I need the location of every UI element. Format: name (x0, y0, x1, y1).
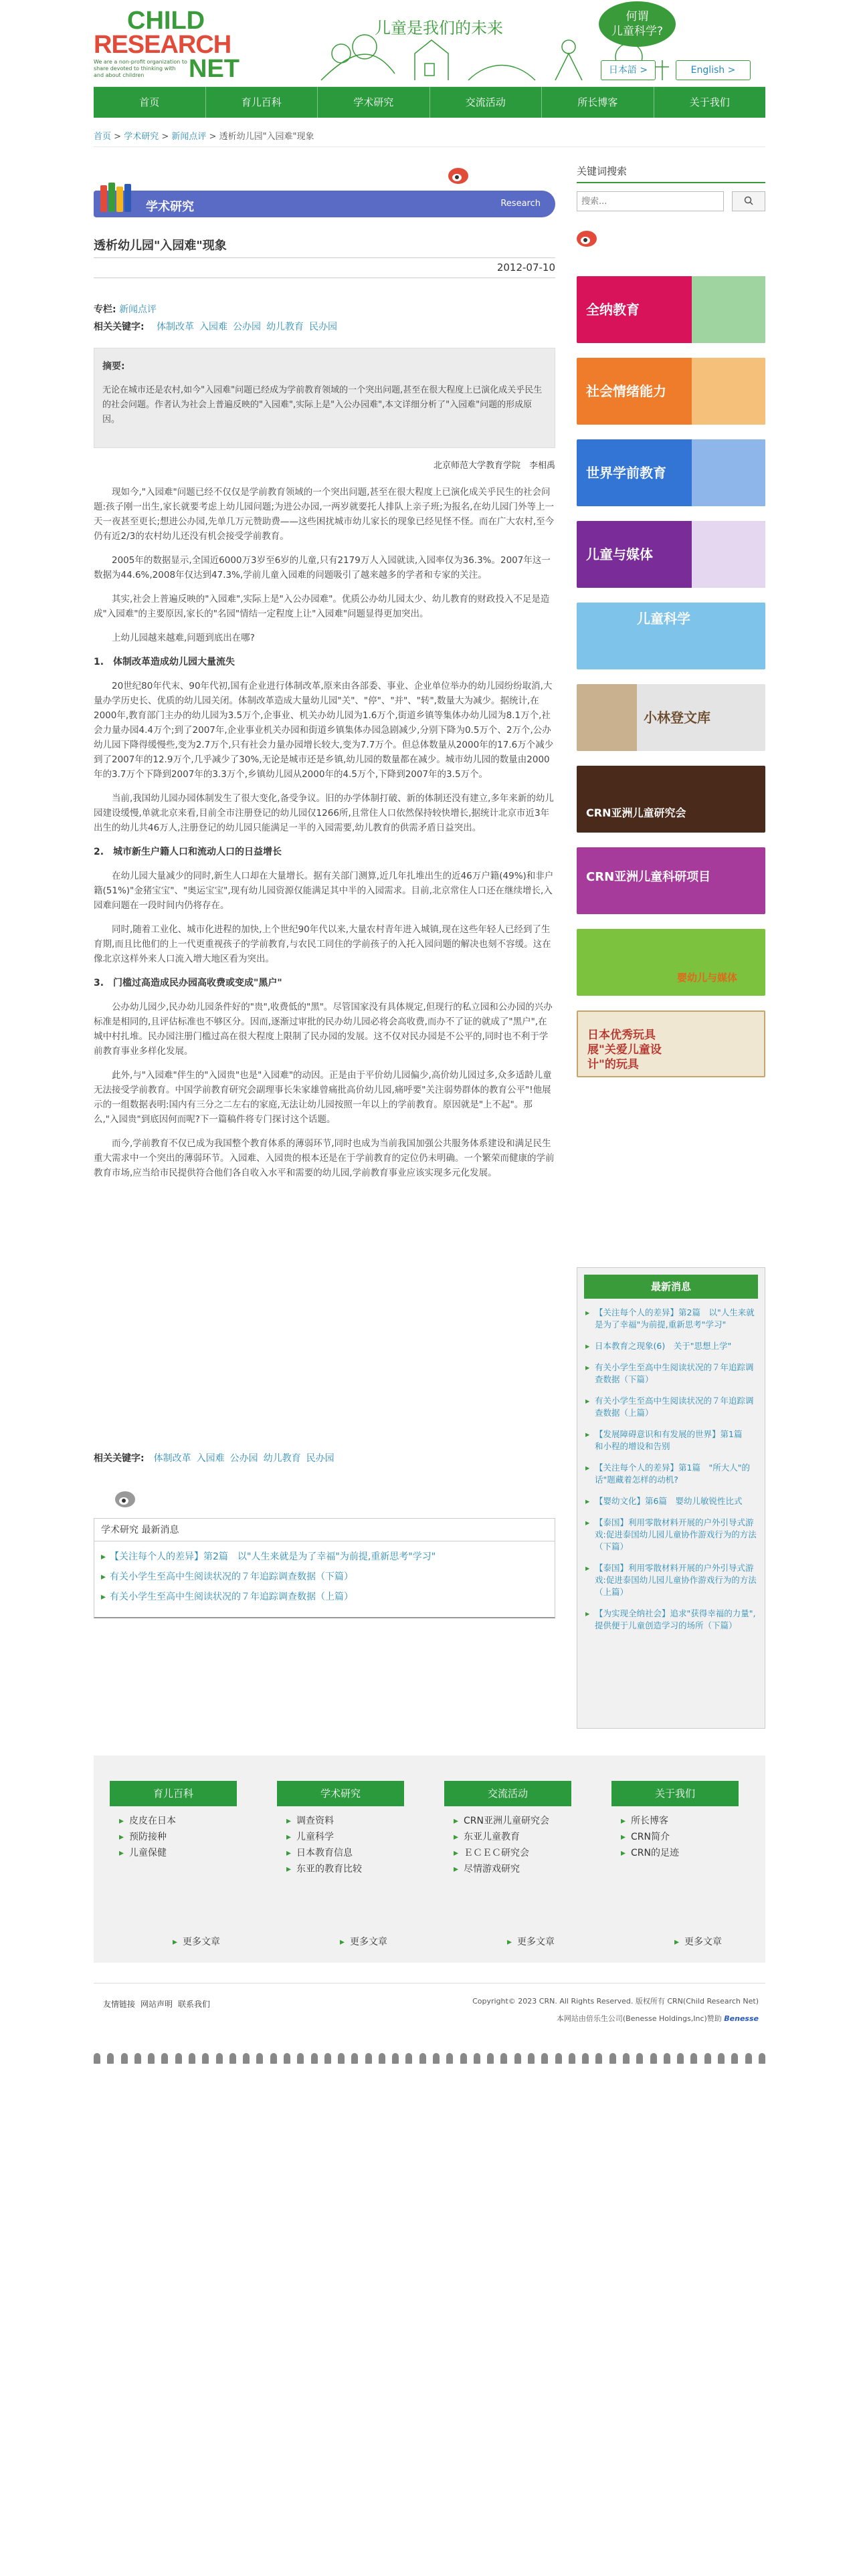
tag-link[interactable]: 幼儿教育 (263, 1453, 301, 1464)
portrait-icon (577, 684, 637, 751)
subheading: 1. 体制改革造成幼儿园大量流失 (94, 657, 235, 667)
footer-link[interactable]: ▸ CRN亚洲儿童研究会 (454, 1813, 571, 1829)
what-is-child-science-bubble[interactable] (599, 1, 676, 47)
paragraph: 公办幼儿园少,民办幼儿园条件好的"贵",收费低的"黑"。尽管国家没有具体规定,但现行的私立园和公办园的兴办标准是相同的,且评估标准也不够区分。因而,逐渐过审批的民办幼儿园必将会高收费,而办不了证的就成了"黑户",在城中村扎堆。民办园注册门槛过高在很大程度上限制了民办园的发展。这不仅对民办园是不公平的,同时也不利于学前教育事业多样化发展。 (94, 1002, 553, 1057)
banner-crn-asia-project[interactable] (577, 847, 765, 914)
tag-link[interactable]: 体制改革 (157, 322, 195, 332)
banner-label: 婴幼儿与媒体 (677, 972, 738, 984)
bubble-line2: 儿童科学? (611, 25, 664, 38)
news-link[interactable]: ▸ 有关小学生至高中生阅读状况的７年追踪调查数据（上篇） (585, 1395, 757, 1419)
footer-link[interactable]: ▸ 预防接种 (119, 1829, 237, 1845)
banner-label: 儿童科学 (637, 611, 690, 627)
footer-link[interactable]: ▸ 日本教育信息 (286, 1845, 404, 1861)
column-label: 专栏: (94, 304, 116, 315)
logo-net: NET (189, 55, 240, 83)
logo-child: CHILD (127, 7, 205, 35)
paragraph: 同时,随着工业化、城市化进程的加快,上个世纪90年代以来,大量农村青年进入城镇,现在这些年轻人已经到了生育期,而且比他们的上一代更重视孩子的学前教育,与农民工同住的学前孩子的入托入园问题的解决也刻不容缓。这在像北京这样外来人口流入增大地区看为突出。 (94, 924, 551, 964)
article-body (94, 485, 555, 1190)
breadcrumb-sub[interactable]: 新闻点评 (171, 132, 207, 142)
logo-tagline: We are a non-profit organization to share devoted to thinking with and about children (94, 59, 187, 78)
tag-link[interactable]: 公办园 (229, 1453, 258, 1464)
breadcrumb-home[interactable]: 首页 (94, 132, 112, 142)
paragraph: 此外,与"入园难"伴生的"入园贵"也是"入园难"的动因。正是由于平价幼儿园偏少,高价幼儿园过多,众多适龄儿童无法接受学前教育。中国学前教育研究会副理事长朱家雄曾痛批高价幼儿园,痛呼要"关注弱势群体的教育公平"!他展示的一组数据表明:国内有三分之二左右的家庭,无法让幼儿园按照一年以上的学前教育。原因就是"上不起"。那么,"入园贵"到底因何而呢?下一篇稿件将专门探讨这个话题。 (94, 1070, 552, 1125)
section-latest-news (94, 1518, 555, 1618)
news-link[interactable]: ▸ 【发展障碍意识和有发展的世界】第1篇 和小程的增设和告别 (585, 1428, 757, 1453)
news-link[interactable]: ▸ 【关注每个人的差异】第2篇 以"人生来就是为了幸福"为前提,重新思考"学习" (585, 1307, 757, 1331)
latest-news-link[interactable]: 【关注每个人的差异】第2篇 以"人生来就是为了幸福"为前提,重新思考"学习" (110, 1551, 436, 1562)
search-button[interactable] (732, 191, 765, 211)
weibo-icon[interactable] (577, 231, 597, 247)
bubble-line1: 何谓 (626, 10, 649, 23)
japanese-site-button[interactable]: 日本語 > (601, 60, 656, 80)
banner-label: 日本优秀玩具展"关爱儿童设计"的玩具 (587, 1029, 662, 1071)
footer-link[interactable]: ▸ CRN的足迹 (621, 1845, 739, 1861)
benesse-logo[interactable]: Benesse (724, 2014, 759, 2023)
latest-news-link[interactable]: 有关小学生至高中生阅读状况的７年追踪调查数据（上篇） (110, 1592, 354, 1602)
nav-item-director-blog[interactable]: 所长博客 (542, 87, 654, 118)
banner-label: CRN亚洲儿童科研项目 (586, 870, 711, 884)
footer-link[interactable]: ▸ 东亚的教育比较 (286, 1861, 404, 1877)
photo-icon (692, 358, 765, 425)
search-icon (744, 196, 753, 205)
more-articles-link[interactable]: ▸ 更多文章 (507, 1935, 555, 1948)
footer-link[interactable]: ▸ 尽情游戏研究 (454, 1861, 571, 1877)
breadcrumb-current: 透析幼儿园"入园难"现象 (219, 132, 314, 142)
banner-world-preschool[interactable] (577, 439, 765, 506)
article-author: 北京师范大学教育学院 李相禹 (433, 461, 555, 471)
footer-col-about (611, 1781, 739, 1947)
more-articles-link[interactable]: ▸ 更多文章 (173, 1935, 220, 1948)
search-input[interactable] (577, 191, 724, 211)
footer-link[interactable]: ▸ 儿童保健 (119, 1845, 237, 1861)
tag-link[interactable]: 入园难 (196, 1453, 225, 1464)
main-nav (94, 87, 765, 118)
footer-sitemap (94, 1755, 765, 1963)
weibo-share-icon[interactable] (115, 1491, 135, 1507)
column-link[interactable]: 新闻点评 (119, 304, 157, 315)
article-abstract (94, 348, 555, 448)
tag-link[interactable]: 民办园 (306, 1453, 335, 1464)
banner-toy-award[interactable] (577, 1010, 765, 1077)
paragraph: 而今,学前教育不仅已成为我国整个教育体系的薄弱环节,同时也成为当前我国加强公共服务体系建设和满足民生重大需求中一个突出的薄弱环节。入园难、入园贵的根本还是在于学前教育的定位仍未明确。一个繁荣而健康的学前教育市场,应当给市民提供符合他们各自收入水平和需要的幼儿园,学前教育事业应该实现多元化发展。 (94, 1138, 555, 1178)
banner-social-emotional[interactable] (577, 358, 765, 425)
sponsor-line (557, 2013, 759, 2024)
copyright: Copyright© 2023 CRN. All Rights Reserved. 版权所有 CRN(Child Research Net) (472, 1997, 759, 2006)
header-slogan: 儿童是我们的未来 (375, 19, 503, 37)
latest-heading: 学术研究 最新消息 (94, 1519, 555, 1541)
photo-icon (692, 439, 765, 506)
sponsor-text: 本网站由倍乐生公司(Benesse Holdings,Inc)赞助 (556, 2014, 722, 2023)
site-logo[interactable] (94, 5, 249, 83)
contact-us[interactable]: 联系我们 (178, 2000, 211, 2009)
paragraph: 当前,我国幼儿园办园体制发生了很大变化,备受争议。旧的办学体制打破、新的体制还没有建立,多年来新的幼儿园建设缓慢,单就北京来看,目前全市注册登记的幼儿园仅1266所,且常住人口依然保持较快增长,据统计北京市近3年出生的幼儿共46万人,注册登记的幼儿园只能满足一半的入园需要,幼儿教育的供需矛盾日益突出。 (94, 793, 554, 833)
weibo-share-icon[interactable] (448, 168, 468, 184)
photo-icon (692, 276, 765, 343)
section-title-en: Research (500, 199, 541, 209)
sidebar (577, 164, 765, 1630)
banner-infant-media[interactable] (577, 929, 765, 996)
paragraph: 上幼儿园越来越难,问题到底出在哪? (112, 633, 255, 643)
news-link[interactable]: ▸ 【泰国】利用零散材料开展的户外引导式游戏:促进泰国幼儿园儿童协作游戏行为的方法（下篇） (585, 1517, 757, 1553)
banner-child-science[interactable] (577, 603, 765, 669)
footer-link[interactable]: ▸ 调查资料 (286, 1813, 404, 1829)
breadcrumb-sep: > (159, 132, 172, 142)
paragraph: 其实,社会上普遍反映的"入园难",实际上是"入公办园难"。优质公办幼儿园太少、幼儿教育的财政投入不足是造成"入园难"的主要原因,家长的"名园"情结一定程度上让"入园难"问题显得更加突出。 (94, 594, 550, 619)
search-form (577, 191, 765, 211)
news-link[interactable]: ▸ 【为实现全纳社会】追求"获得幸福的力量",提供便于儿童创造学习的场所（下篇） (585, 1608, 757, 1632)
news-link[interactable]: ▸ 有关小学生至高中生阅读状况的７年追踪调查数据（下篇） (585, 1362, 757, 1386)
article-title: 透析幼儿园"入园难"现象 (94, 239, 227, 253)
nav-item-parenting[interactable]: 育儿百科 (206, 87, 318, 118)
books-icon (100, 181, 132, 212)
banner-label: CRN亚洲儿童研究会 (586, 807, 686, 819)
latest-news-link[interactable]: 有关小学生至高中生阅读状况的７年追踪调查数据（下篇） (110, 1572, 354, 1582)
banner-label: 儿童与媒体 (586, 546, 653, 562)
tag-link[interactable]: 民办园 (309, 322, 338, 332)
more-articles-link[interactable]: ▸ 更多文章 (340, 1935, 387, 1948)
news-link[interactable]: ▸ 【关注每个人的差异】第1篇 "所大人"的话"题藏着怎样的动机? (585, 1462, 757, 1486)
more-articles-link[interactable]: ▸ 更多文章 (674, 1935, 722, 1948)
nav-item-events[interactable]: 交流活动 (430, 87, 543, 118)
tags-label: 相关关键字: (94, 322, 145, 332)
banner-label: 全纳教育 (586, 302, 640, 318)
news-link[interactable]: ▸ 【婴幼文化】第6篇 婴幼儿敏锐性比式 (585, 1495, 757, 1507)
tag-link[interactable]: 入园难 (199, 322, 228, 332)
breadcrumb-sep: > (111, 132, 124, 142)
photo-icon (692, 521, 765, 588)
banner-label: 社会情绪能力 (586, 383, 666, 399)
footer-links (103, 1998, 215, 2010)
footer-link[interactable]: ▸ 东亚儿童教育 (454, 1829, 571, 1845)
footer-link[interactable]: ▸ 儿童科学 (286, 1829, 404, 1845)
divider (94, 257, 555, 258)
article-meta (94, 301, 343, 336)
footer-col-research (277, 1781, 404, 1947)
english-site-button[interactable]: English > (676, 60, 751, 80)
site-statement[interactable]: 网站声明 (140, 2000, 173, 2009)
footer-col-title[interactable]: 交流活动 (444, 1781, 571, 1806)
subheading: 2. 城市新生户籍人口和流动人口的日益增长 (94, 847, 282, 857)
news-link[interactable]: ▸ 【泰国】利用零散材料开展的户外引导式游戏:促进泰国幼儿园儿童协作游戏行为的方法（上篇） (585, 1562, 757, 1598)
logo-research: RESEARCH (94, 31, 231, 59)
banner-label: 世界学前教育 (586, 465, 666, 481)
breadcrumb-sep: > (206, 132, 219, 142)
paragraph: 20世纪80年代末、90年代初,国有企业进行体制改革,原来由各部委、事业、企业单位举办的幼儿园纷纷取消,大量办学历史长、优质的幼儿园关闭。体制改革造成大量幼儿园"关"、"停"、"并"、"转",数量大为减少。据统计,在2000年,教育部门主办的幼儿园为3.5万个,企事业、机关办幼儿园为1.6万个,街道乡镇等集体办幼儿园为8.1万个,社会力量办园4.4万个;到了2007年,企业事业机关办园和街道乡镇集体办园急剧减少,分别下降为0.5万个、2万个,公办幼儿园下降得缓慢些,变为2.7万个,只有社会力量办园增长较大,变为7.7万个。但总体数量从2000年的17.6万个减少到了2007年的12.9万个,几乎减少了30%,无论是城市还是乡镇,幼儿园的数量都在减少。城市幼儿园的数量由2000年的3.7万个下降到2007年的3.3万个,乡镇幼儿园从2000年的4.5万个,下降到2007年的3.5万个。 (94, 681, 554, 780)
banner-inclusive-education[interactable] (577, 276, 765, 343)
footer-link[interactable]: ▸ ＥＣＥＣ研究会 (454, 1845, 571, 1861)
subheading: 3. 门槛过高造成民办园高收费或变成"黑户" (94, 978, 282, 988)
friend-links[interactable]: 友情链接 (103, 2000, 136, 2009)
banner-children-media[interactable] (577, 521, 765, 588)
paragraph: 现如今,"入园难"问题已经不仅仅是学前教育领域的一个突出问题,甚至在很大程度上已演化成关乎民生的社会问题:孩子刚一出生,家长就要考虑上幼儿园问题;为进公办园,一两岁就要托人排队上亲子班;为报名,在幼儿园门外等上一天一夜甚至更长;想进公办园,先单几万元赞助费——这些困扰城市幼儿家长的现象已经见怪不怪。而在广大农村,至今仍有近2/3的农村幼儿还没有机会接受学前教育。 (94, 487, 555, 542)
tag-link[interactable]: 公办园 (233, 322, 262, 332)
section-banner (94, 191, 555, 217)
footer-link[interactable]: ▸ 所长博客 (621, 1813, 739, 1829)
footer-link[interactable]: ▸ CRN简介 (621, 1829, 739, 1845)
page (94, 0, 765, 2023)
footer-col-title[interactable]: 学术研究 (277, 1781, 404, 1806)
banner-kobayashi-library[interactable] (577, 684, 765, 751)
footer-col-title[interactable]: 关于我们 (611, 1781, 739, 1806)
banner-crn-asia[interactable] (577, 766, 765, 833)
footer-col-events (444, 1781, 571, 1947)
breadcrumb-section[interactable]: 学术研究 (124, 132, 159, 142)
tag-link[interactable]: 体制改革 (153, 1453, 191, 1464)
site-header (94, 0, 765, 87)
section-title: 学术研究 (146, 200, 194, 214)
nav-item-research[interactable]: 学术研究 (318, 87, 430, 118)
tags-label: 相关关键字: (94, 1453, 145, 1464)
nav-item-home[interactable]: 首页 (94, 87, 206, 118)
footer-col-title[interactable]: 育儿百科 (110, 1781, 237, 1806)
footer-link[interactable]: ▸ 皮皮在日本 (119, 1813, 237, 1829)
abstract-label: 摘要: (102, 361, 125, 372)
footer-bottom (94, 1983, 765, 2043)
article-date: 2012-07-10 (496, 261, 555, 274)
tag-link[interactable]: 幼儿教育 (266, 322, 304, 332)
footer-kids-silhouette-border (94, 2053, 765, 2065)
banner-label: 小林登文库 (644, 710, 710, 726)
news-link[interactable]: ▸ 日本教育之现象(6) 关于"思想上学" (585, 1340, 757, 1352)
related-tags-bottom (94, 1451, 340, 1465)
paragraph: 2005年的数据显示,全国近6000万3岁至6岁的儿童,只有2179万人入园就读,入园率仅为36.3%。2007年这一数据为44.6%,2008年仅达到47.3%,学前儿童入园难的问题吸引了越来越多的学者和专家的关注。 (94, 555, 551, 580)
sidebar-latest-news (577, 1267, 765, 1729)
news-heading: 最新消息 (584, 1275, 758, 1299)
keyword-search-title: 关键词搜索 (577, 164, 765, 183)
paragraph: 在幼儿园大量减少的同时,新生人口却在大量增长。据有关部门测算,近几年扎堆出生的近46万户籍(49%)和非户籍(51%)"金猪宝宝"、"奥运宝宝",现有幼儿园资源仅能满足其中半的入园需求。目前,北京常住人口还在继续增长,入园难问题在一段时间内仍将存在。 (94, 871, 554, 911)
breadcrumb (94, 127, 765, 147)
abstract-text: 无论在城市还是农村,如今"入园难"问题已经成为学前教育领域的一个突出问题,甚至在很大程度上已演化成关乎民生的社会问题。作者认为社会上普遍反映的"入园难",实际上是"入公办园难",本文详细分析了"入园难"问题的形成原因。 (102, 385, 543, 425)
footer-col-parenting (110, 1781, 237, 1947)
nav-item-about[interactable]: 关于我们 (689, 96, 730, 108)
